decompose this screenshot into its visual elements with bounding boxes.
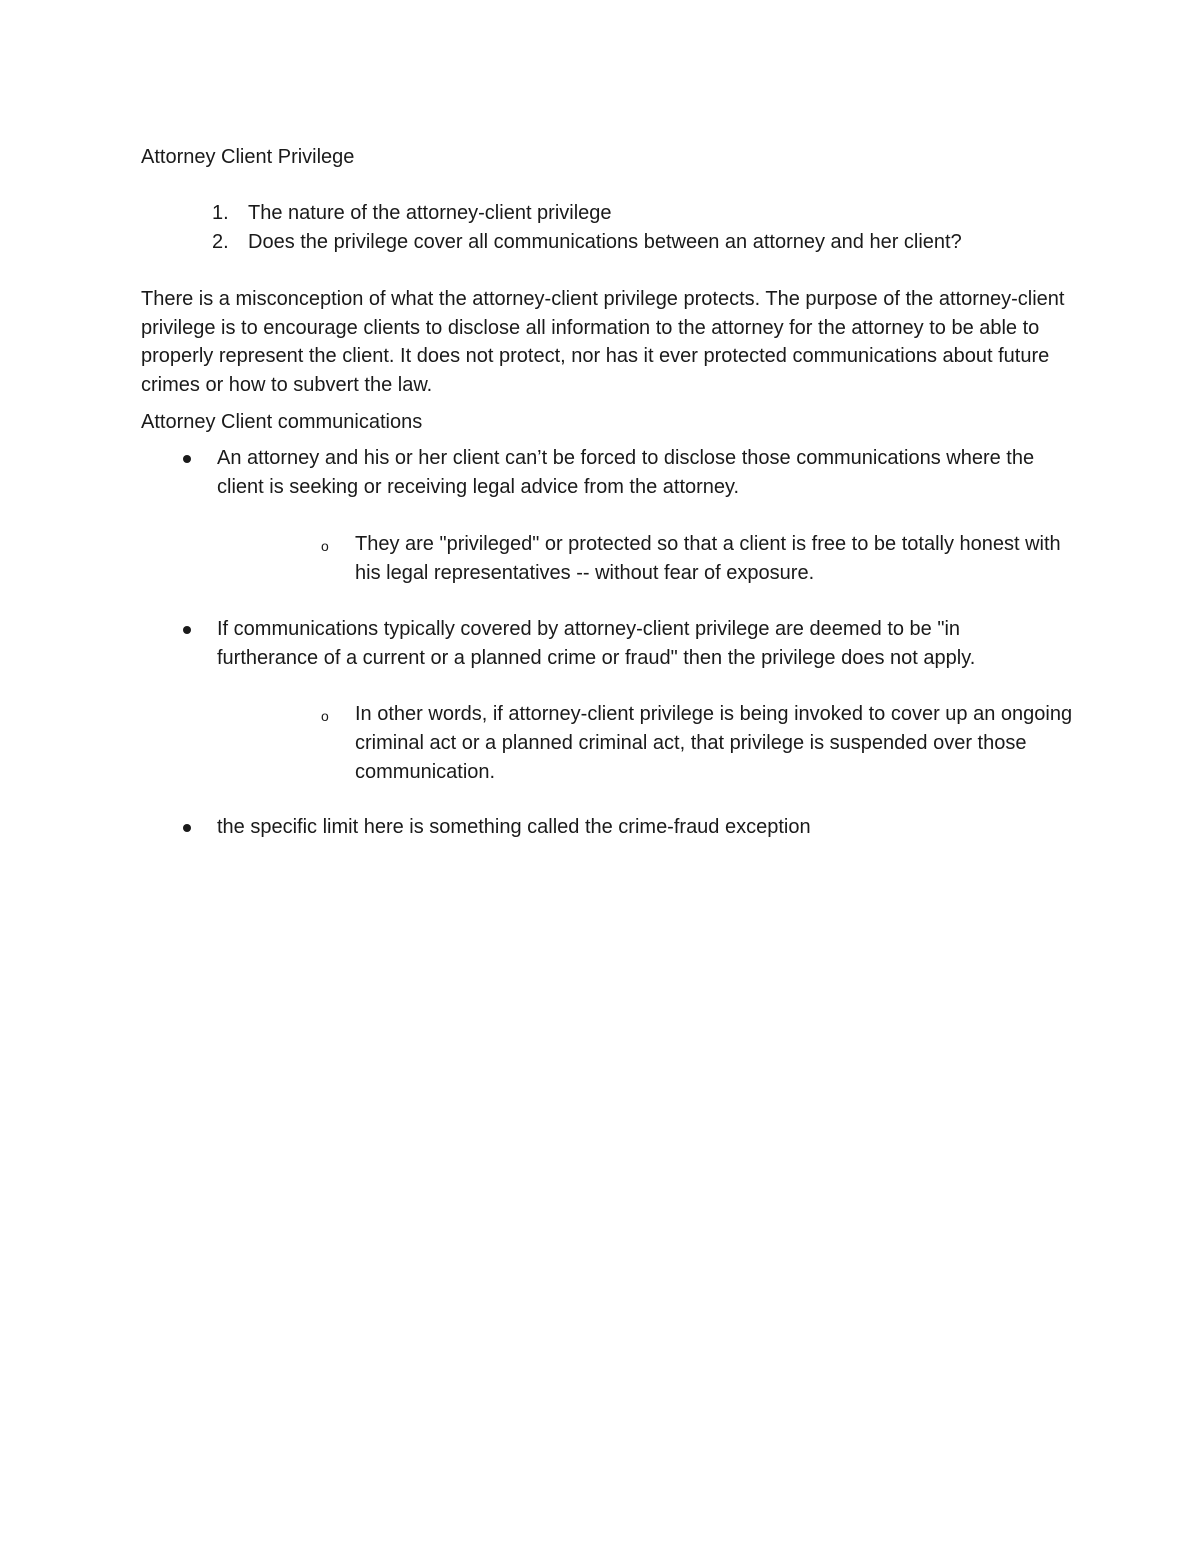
bullet-text: the specific limit here is something called the crime-fraud exception xyxy=(217,816,811,838)
list-number: 2. xyxy=(212,231,229,253)
sub-bullet-text: They are "privileged" or protected so that a client is free to be totally honest with his legal representatives -- without fear of exposure. xyxy=(355,533,1061,584)
intro-paragraph: There is a misconception of what the attorney-client privilege protects. The purpose of the attorney-client privilege is to encourage clients to disclose all information to the attorney for the attorney to be able to properly represent the client. It does not protect, nor has it ever protected communications about future crimes or how to subvert the law. xyxy=(141,288,1065,396)
list-number: 1. xyxy=(212,202,229,224)
bullet-text: If communications typically covered by attorney-client privilege are deemed to be "in furtherance of a current or a planned crime or fraud" then the privilege does not apply. xyxy=(217,618,976,669)
numbered-list-item xyxy=(212,200,612,226)
sub-bullet-text: In other words, if attorney-client privilege is being invoked to cover up an ongoing criminal act or a planned criminal act, that privilege is suspended over those communication. xyxy=(355,703,1073,783)
sub-bullet-marker: o xyxy=(321,538,329,554)
bullet-dot-icon xyxy=(183,626,191,634)
list-item-text: Does the privilege cover all communications between an attorney and her client? xyxy=(248,231,962,253)
section-heading: Attorney Client communications xyxy=(141,411,423,433)
bullet-dot-icon xyxy=(183,455,191,463)
list-item-text: The nature of the attorney-client privilege xyxy=(248,202,612,224)
bullet-text: An attorney and his or her client can’t be forced to disclose those communications where the client is seeking or receiving legal advice from the attorney. xyxy=(217,447,1035,498)
numbered-list-item xyxy=(212,229,962,255)
document-title: Attorney Client Privilege xyxy=(141,146,355,168)
bullet-dot-icon xyxy=(183,824,191,832)
sub-bullet-marker: o xyxy=(321,708,329,724)
